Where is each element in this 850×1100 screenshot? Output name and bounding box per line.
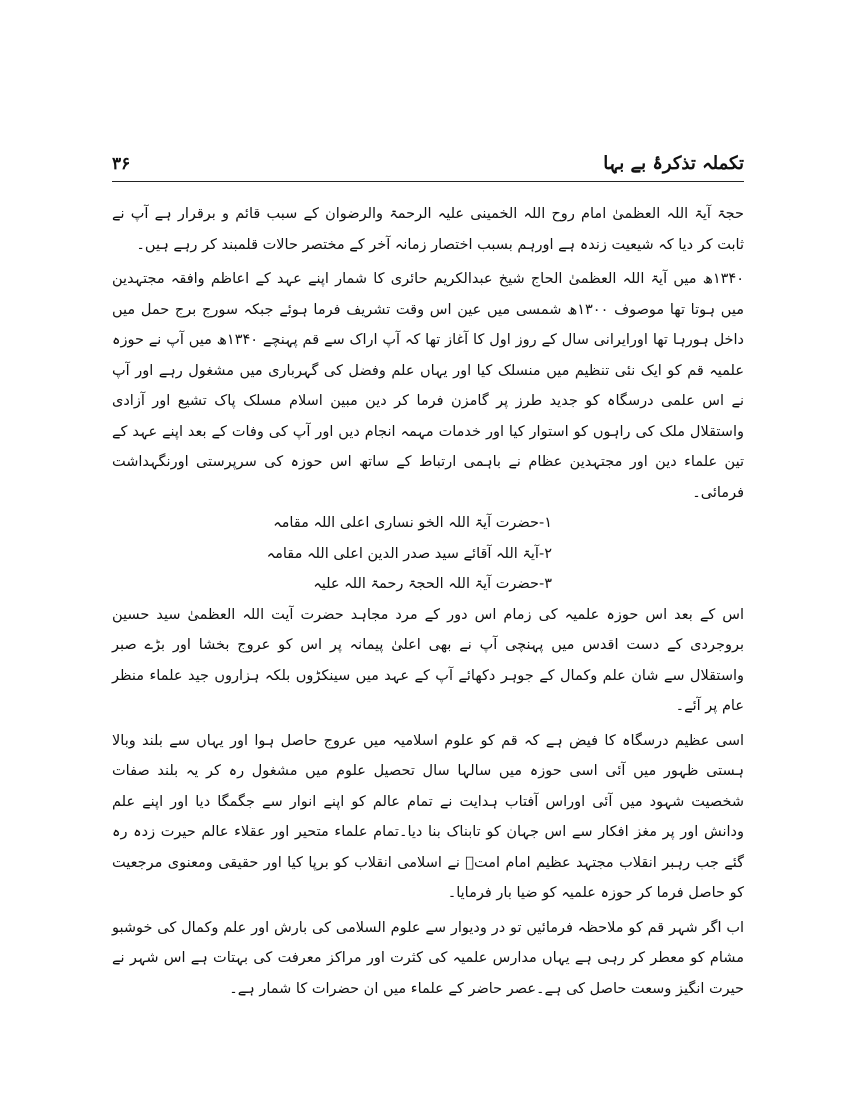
list-item: ۲-آیۃ اللہ آقائے سید صدر الدین اعلی اللہ مقامہ [266,545,552,562]
list-item: ۳-حضرت آیۃ اللہ الحجۃ رحمۃ اللہ علیہ [313,576,552,592]
body-text [112,199,744,1004]
page-header [112,150,744,178]
paragraph: اس کے بعد اس حوزہ علمیہ کی زمام اس دور کے مرد مجاہد حضرت آیت اللہ العظمیٰ سید حسین بروجردی کے دست اقدس میں پہنچی آپ نے بھی اعلیٰ پیمانہ پر اس کو عروج بخشا اور بڑے صبر واستقلال سے شان علم وکمال کے جوہر دکھائے آپ کے عہد میں سینکڑوں بلکہ ہزاروں جید علماء منظر عام پر آئے۔ [112,606,744,714]
page-number: ۳۶ [112,154,131,174]
paragraph: ۱۳۴۰ھ میں آیۃ اللہ العظمیٰ الحاج شیخ عبدالکریم حائری کا شمار اپنے عہد کے اعاظم وافقہ مجتہدین میں ہوتا تھا موصوف ۱۳۰۰ھ شمسی میں عین اس وقت تشریف فرما ہوئے جبکہ سورج برج حمل میں داخل ہورہا تھا اورایرانی سال کے روز اول کا آغاز تھا کہ آپ اراک سے قم پہنچے ۱۳۴۰ھ میں آپ نے حوزہ علمیہ قم کو ایک نئی تنظیم میں منسلک کیا اور یہاں علم وفضل کی گہرباری میں مشغول رہے اور آپ نے اس علمی درسگاہ کو جدید طرز پر گامزن فرما کر دین مبین اسلام مسلک پاک تشیع اور آزادی واستقلال ملک کی راہوں کو استوار کیا اور خدمات مہمہ انجام دیں اور آپ کی وفات کے بعد اپنے عہد کے تین علماء دین اور مجتہدین عظام نے باہمی ارتباط کے ساتھ اس حوزہ کی سرپرستی اورنگہداشت فرمائی۔ [112,271,745,501]
header-divider [112,181,744,182]
list-item: ۱-حضرت آیۃ اللہ الخو نساری اعلی اللہ مقامہ [273,515,552,531]
running-title: تکملہ تذکرۂ بے بہا [603,153,744,174]
scholar-list [112,508,744,600]
paragraph: اب اگر شہر قم کو ملاحظہ فرمائیں تو در ودیوار سے علوم السلامی کی بارش اور علم وکمال کی خوشبو مشام کو معطر کر رہی ہے یہاں مدارس علمیہ کی کثرت اور مراکز معرفت کی بہتات ہے اس شہر نے حیرت انگیز وسعت حاصل کی ہے۔عصر حاضر کے علماء میں ان حضرات کا شمار ہے۔ [112,919,744,997]
paragraph: اسی عظیم درسگاہ کا فیض ہے کہ قم کو علوم اسلامیہ میں عروج حاصل ہوا اور یہاں سے بلند وبالا ہستی ظہور میں آئی اسی حوزہ میں سالہا سال تحصیل علوم میں مشغول رہ کر یہ بلند صفات شخصیت شہود میں آئی اوراس آفتاب ہدایت نے تمام عالم کو اپنے انوار سے جگمگا دیا اور اپنے علم ودانش اور پر مغز افکار سے اس جہان کو تابناک بنا دیا۔تمام علماء متحیر اور عقلاء عالم حیرت زدہ رہ گئے جب رہبر انقلاب مجتہد عظیم امام امتؒ نے اسلامی انقلاب کو برپا کیا اور حقیقی ومعنوی مرجعیت کو حاصل فرما کر حوزہ علمیہ کو ضیا بار فرمایا۔ [112,732,744,901]
paragraph: حجۃ آیۃ اللہ العظمیٰ امام روح اللہ الخمینی علیہ الرحمۃ والرضوان کے سبب قائم و برقرار ہے آپ نے ثابت کر دیا کہ شیعیت زندہ ہے اورہم بسبب اختصار زمانہ آخر کے مختصر حالات قلمبند کر رہے ہیں۔ [112,206,744,253]
